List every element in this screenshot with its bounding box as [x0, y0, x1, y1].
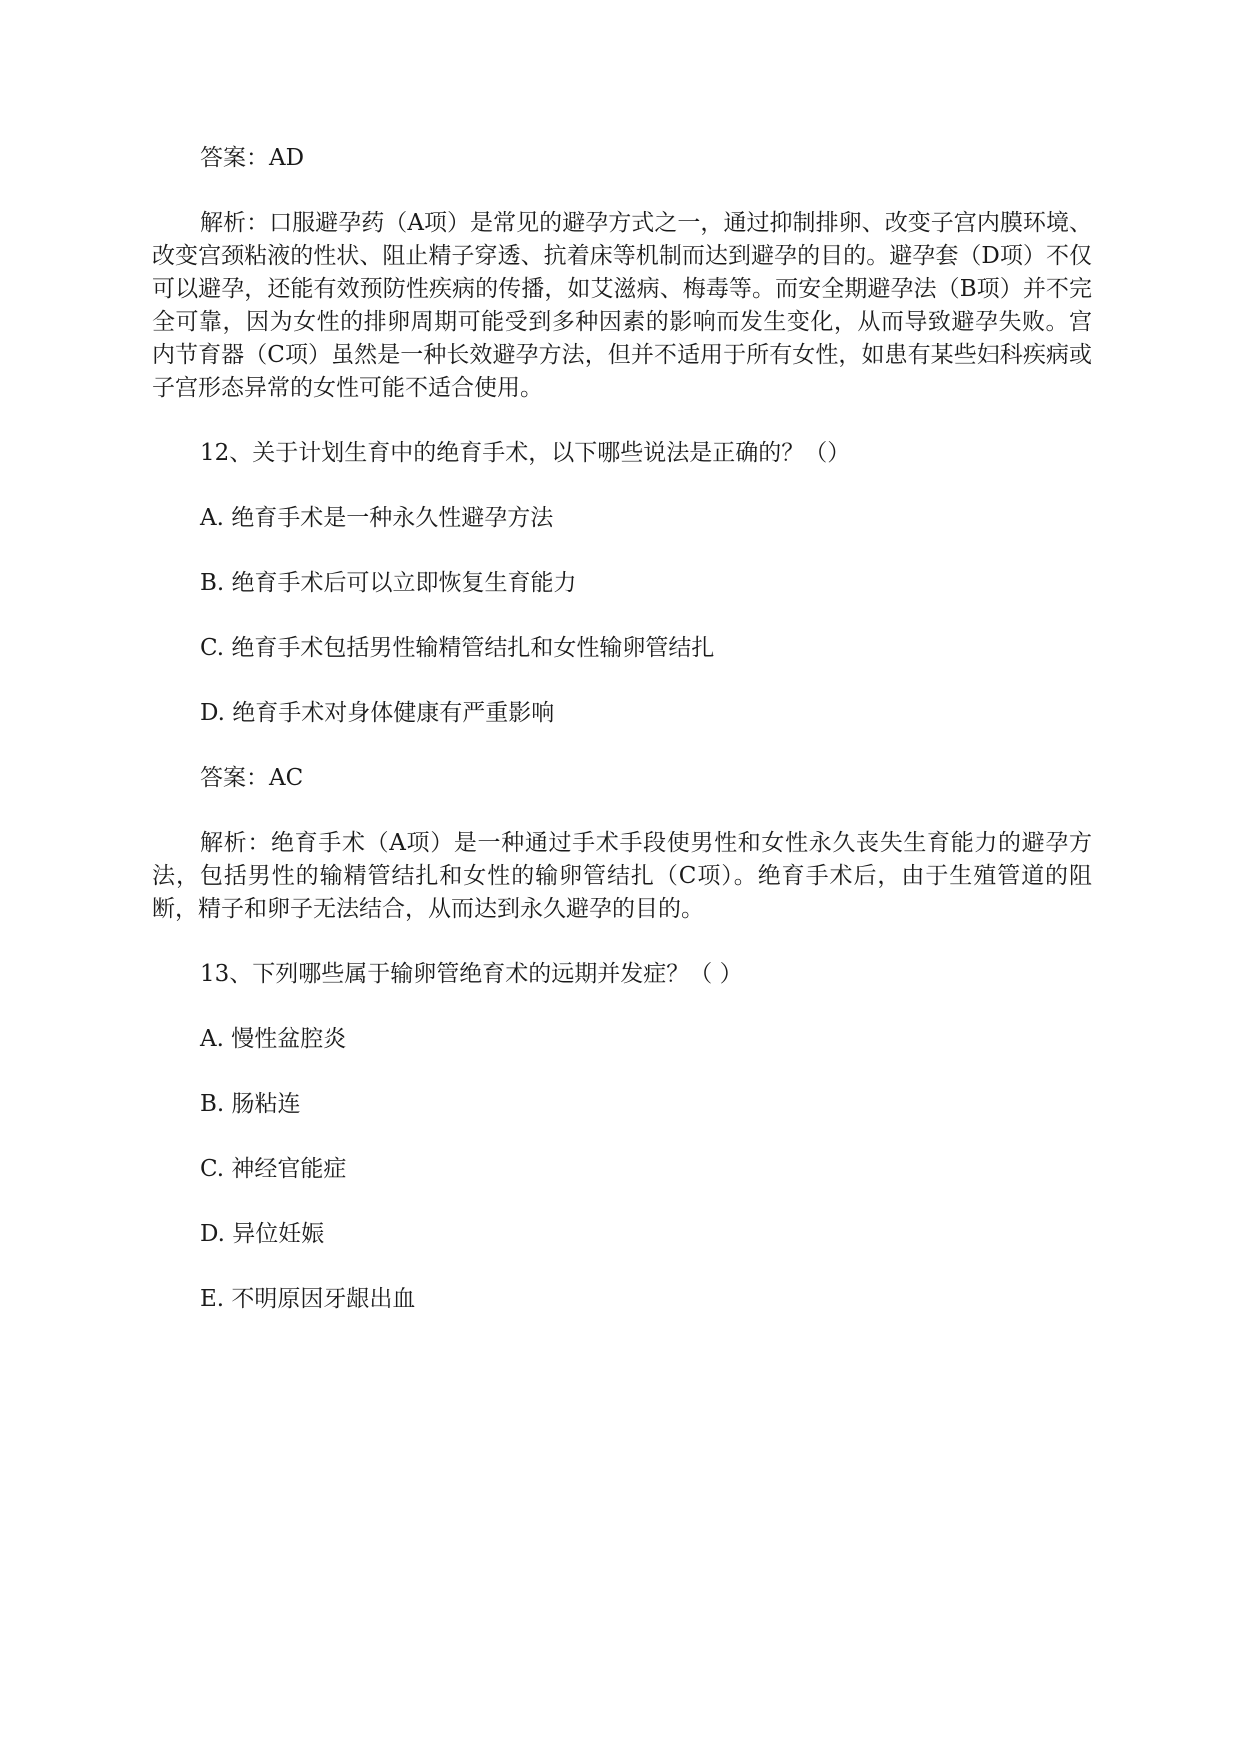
q12-option-a: A. 绝育手术是一种永久性避孕方法: [200, 505, 554, 531]
answer-q11: 答案：AD: [200, 145, 305, 171]
analysis-q11: 解析：口服避孕药（A项）是常见的避孕方式之一，通过抑制排卵、改变子宫内膜环境、改变宫颈粘液的性状、阻止精子穿透、抗着床等机制而达到避孕的目的。避孕套（D项）不仅可以避孕，还能有效预防性疾病的传播，如艾滋病、梅毒等。而安全期避孕法（B项）并不完全可靠，因为女性的排卵周期可能受到多种因素的影响而发生变化，从而导致避孕失败。宫内节育器（C项）虽然是一种长效避孕方法，但并不适用于所有女性，如患有某些妇科疾病或子宫形态异常的女性可能不适合使用。: [152, 210, 1092, 401]
q13-option-b: B. 肠粘连: [200, 1091, 301, 1117]
analysis-q12: 解析：绝育手术（A项）是一种通过手术手段使男性和女性永久丧失生育能力的避孕方法，包括男性的输精管结扎和女性的输卵管结扎（C项）。绝育手术后，由于生殖管道的阻断，精子和卵子无法结合，从而达到永久避孕的目的。: [152, 830, 1092, 922]
question-13: 13、下列哪些属于输卵管绝育术的远期并发症？（ ）: [200, 961, 743, 987]
q12-option-d: D. 绝育手术对身体健康有严重影响: [200, 700, 555, 726]
question-12: 12、关于计划生育中的绝育手术，以下哪些说法是正确的？（）: [200, 440, 851, 466]
q12-option-b: B. 绝育手术后可以立即恢复生育能力: [200, 570, 577, 596]
q13-option-e: E. 不明原因牙龈出血: [200, 1286, 416, 1312]
q13-option-d: D. 异位妊娠: [200, 1221, 325, 1247]
q12-option-c: C. 绝育手术包括男性输精管结扎和女性输卵管结扎: [200, 635, 715, 661]
answer-q12: 答案：AC: [200, 765, 304, 791]
q13-option-a: A. 慢性盆腔炎: [200, 1026, 347, 1052]
q13-option-c: C. 神经官能症: [200, 1156, 347, 1182]
document-body: [152, 142, 1092, 1348]
